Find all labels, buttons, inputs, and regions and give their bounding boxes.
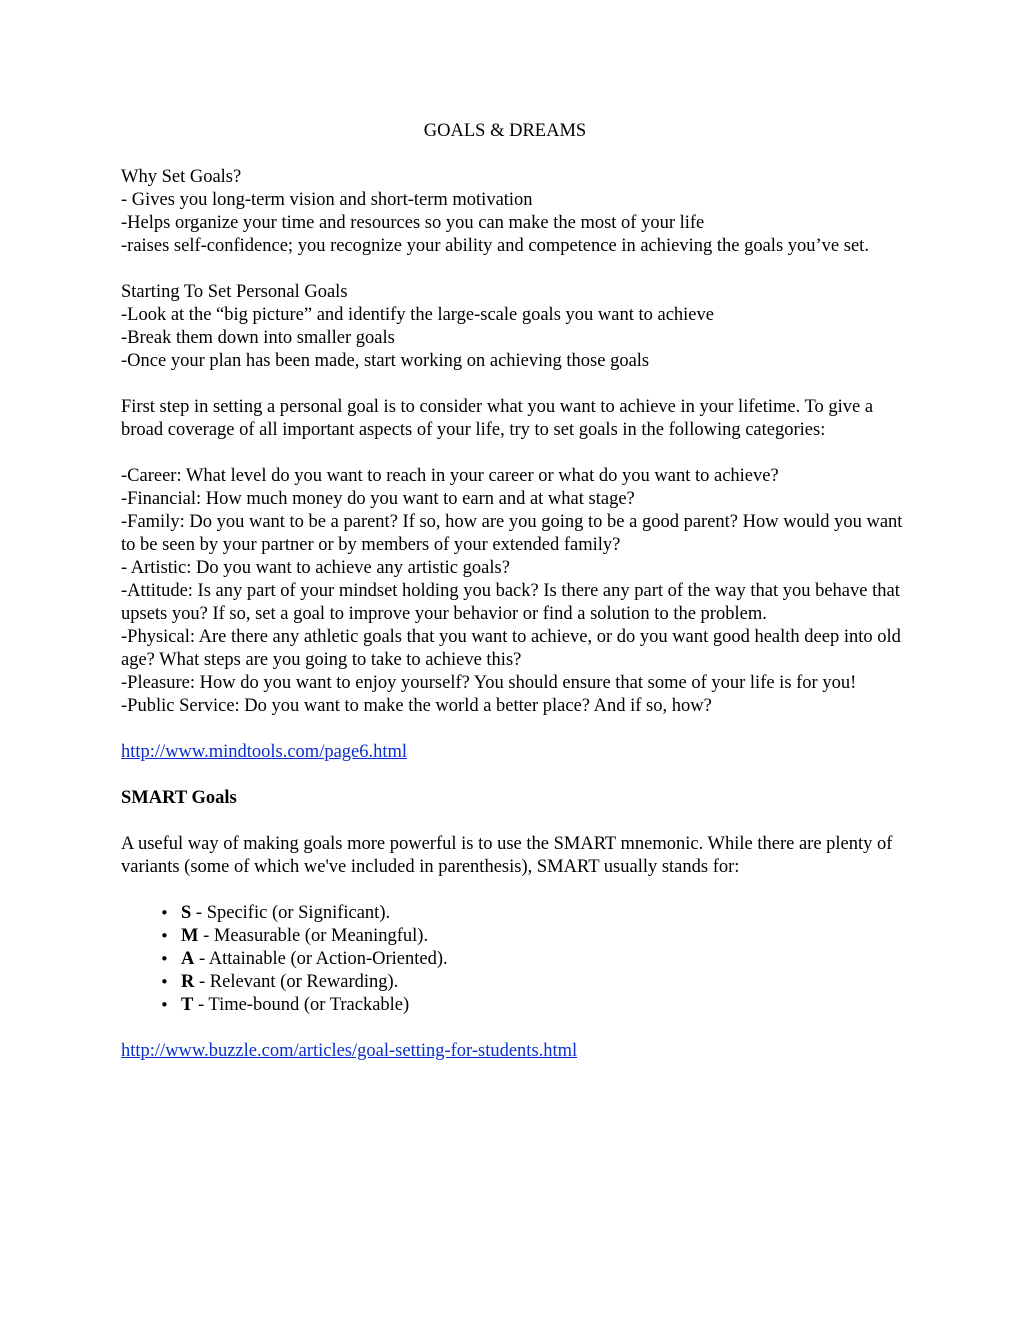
smart-description: - Relevant (or Rewarding). [194,972,399,992]
smart-description: - Attainable (or Action-Oriented). [194,949,448,969]
smart-goals-heading: SMART Goals [121,788,237,808]
smart-item-r [160,971,911,994]
first-step-paragraph: First step in setting a personal goal is to consider what you want to achieve in your lifetime. To give a broad coverage of all important aspects of your life, try to set goals in the following categories: [121,397,874,440]
category-financial: -Financial: How much money do you want to earn and at what stage? [121,489,635,509]
smart-description: - Measurable (or Meaningful). [198,926,429,946]
smart-letter: S [181,903,192,923]
bullet-icon: • [160,996,169,1014]
categories-list [121,465,911,718]
bullet-icon: • [160,904,169,922]
smart-letter: A [181,949,195,969]
smart-item-s [160,902,911,925]
starting-item: -Once your plan has been made, start working on achieving those goals [121,351,650,371]
smart-intro: A useful way of making goals more powerful is to use the SMART mnemonic. While there are plenty of variants (some of which we've included in parenthesis), SMART usually stands for: [121,834,893,877]
why-set-goals-heading: Why Set Goals? [121,167,242,187]
category-public-service: -Public Service: Do you want to make the world a better place? And if so, how? [121,696,712,716]
document-title: GOALS & DREAMS [423,121,587,141]
document-body [121,118,911,1086]
smart-item-t [160,994,911,1017]
bullet-icon: • [160,973,169,991]
smart-description: - Time-bound (or Trackable) [193,995,410,1015]
why-set-goals-section [121,166,911,258]
category-career: -Career: What level do you want to reach in your career or what do you want to achieve? [121,466,779,486]
category-pleasure: -Pleasure: How do you want to enjoy yourself? You should ensure that some of your life is for you! [121,673,857,693]
category-attitude: -Attitude: Is any part of your mindset holding you back? Is there any part of the way that you behave that upsets you? If so, set a goal to improve your behavior or find a solution to the problem. [121,581,900,624]
smart-letter: R [181,972,195,992]
smart-description: - Specific (or Significant). [191,903,391,923]
starting-item: -Look at the “big picture” and identify the large-scale goals you want to achieve [121,305,714,325]
smart-letter: M [181,926,199,946]
category-physical: -Physical: Are there any athletic goals that you want to achieve, or do you want good health deep into old age? What steps are you going to take to achieve this? [121,627,901,670]
category-artistic: - Artistic: Do you want to achieve any artistic goals? [121,558,510,578]
bullet-icon: • [160,950,169,968]
smart-item-m [160,925,911,948]
bullet-icon: • [160,927,169,945]
starting-heading: Starting To Set Personal Goals [121,282,348,302]
buzzle-link[interactable]: http://www.buzzle.com/articles/goal-setting-for-students.html [121,1041,578,1061]
starting-item: -Break them down into smaller goals [121,328,395,348]
mindtools-link-line [121,741,911,764]
category-family: -Family: Do you want to be a parent? If so, how are you going to be a good parent? How would you want to be seen by your partner or by members of your extended family? [121,512,903,555]
why-item: -Helps organize your time and resources so you can make the most of your life [121,213,705,233]
smart-item-a [160,948,911,971]
mindtools-link[interactable]: http://www.mindtools.com/page6.html [121,742,408,762]
buzzle-link-line [121,1040,911,1063]
why-item: - Gives you long-term vision and short-term motivation [121,190,533,210]
starting-section [121,281,911,373]
smart-letter: T [181,995,194,1015]
why-item: -raises self-confidence; you recognize your ability and competence in achieving the goals you’ve set. [121,236,869,256]
smart-list [121,902,911,1017]
